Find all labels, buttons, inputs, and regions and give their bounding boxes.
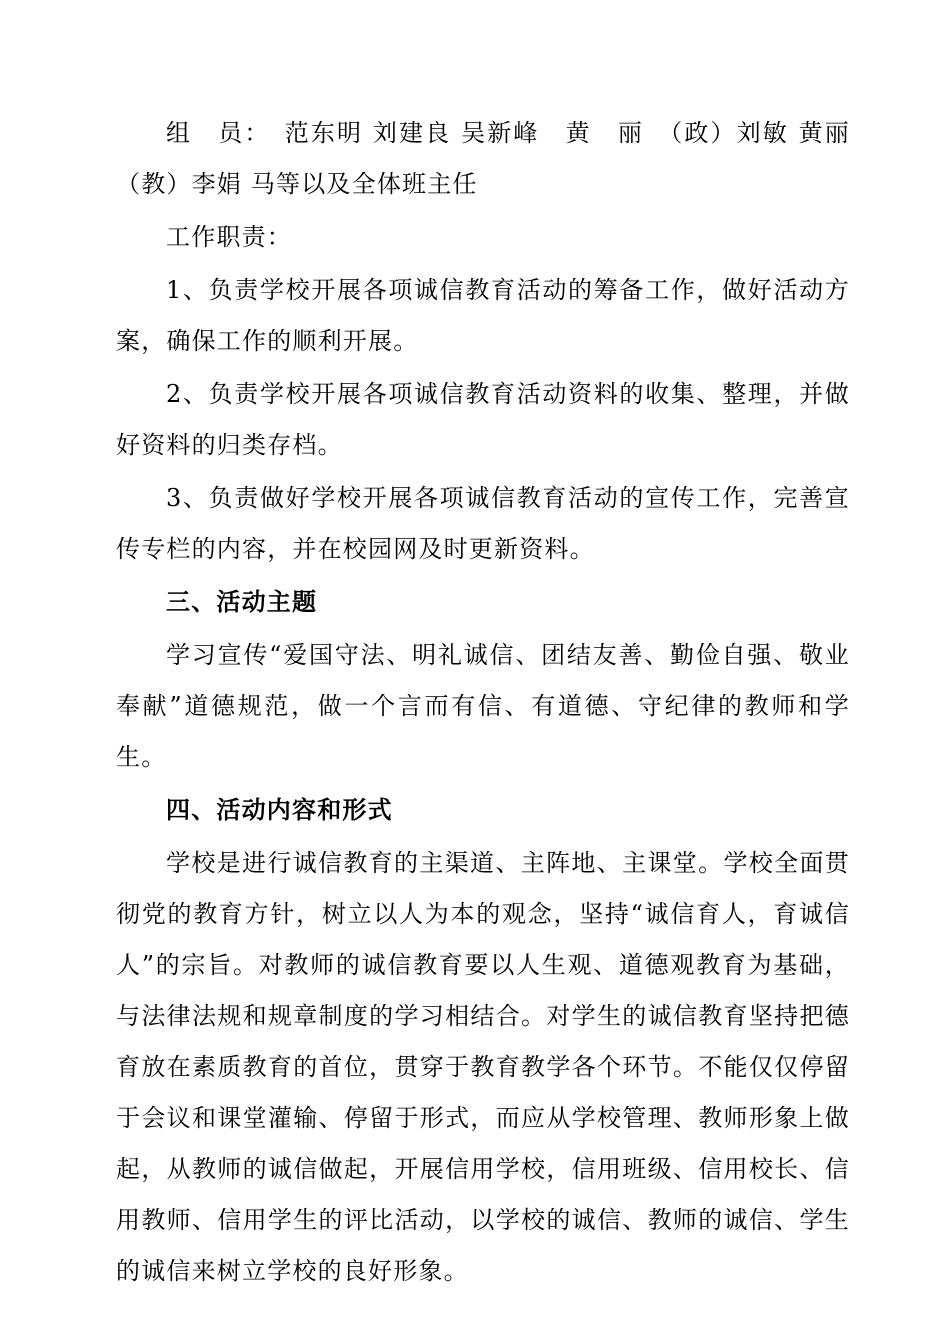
duty-item-2: 2、负责学校开展各项诚信教育活动资料的收集、整理，并做好资料的归类存档。 — [116, 380, 850, 459]
duties-label: 工作职责： — [166, 223, 292, 251]
content-paragraph: 学校是进行诚信教育的主渠道、主阵地、主课堂。学校全面贯彻党的教育方针，树立以人为本的观念，坚持“诚信育人，育诚信人”的宗旨。对教师的诚信教育要以人生观、道德观教育为基础，与法律法规和规章制度的学习相结合。对学生的诚信教育坚持把德育放在素质教育的首位，贯穿于教育教学各个环节。不能仅仅停留于会议和课堂灌输、停留于形式，而应从学校管理、教师形象上做起，从教师的诚信做起，开展信用学校，信用班级、信用校长、信用教师、信用学生的评比活动，以学校的诚信、教师的诚信、学生的诚信来树立学校的良好形象。 — [116, 849, 850, 1285]
theme-paragraph: 学习宣传“爱国守法、明礼诚信、团结友善、勤俭自强、敬业奉献”道德规范，做一个言而有信、有道德、守纪律的教师和学生。 — [116, 641, 850, 771]
members-paragraph: 组 员： 范东明 刘建良 吴新峰 黄 丽 （政）刘敏 黄丽（教）李娟 马等以及全体班主任 — [116, 119, 850, 198]
duty-item-3: 3、负责做好学校开展各项诚信教育活动的宣传工作，完善宣传专栏的内容，并在校园网及时更新资料。 — [116, 484, 850, 563]
duty-item-1: 1、负责学校开展各项诚信教育活动的筹备工作，做好活动方案，确保工作的顺利开展。 — [116, 276, 850, 355]
section-heading-theme: 三、活动主题 — [166, 588, 318, 616]
section-heading-content: 四、活动内容和形式 — [166, 796, 393, 824]
